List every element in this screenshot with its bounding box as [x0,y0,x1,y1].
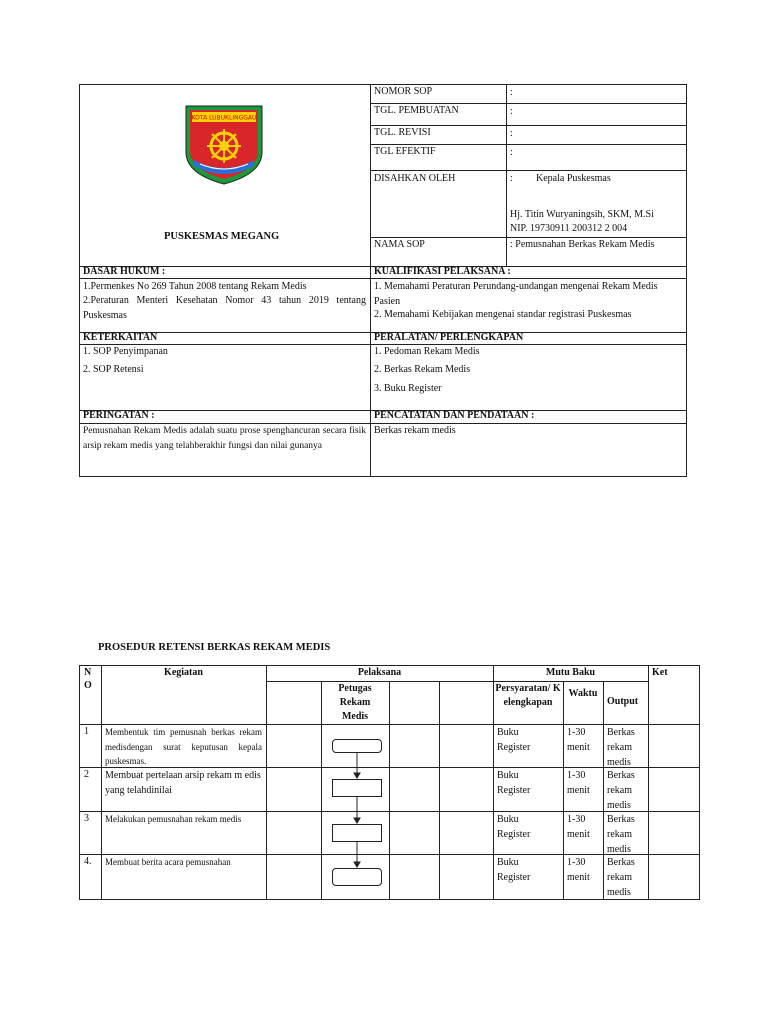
label-tgl-pembuatan: TGL. PEMBUATAN [374,105,459,116]
logo-text: KOTA LUBUKLINGGAU [191,114,257,122]
pencatatan-title: PENCATATAN DAN PENDATAAN : [374,410,535,421]
dasar-hukum-item-1: 1.Permenkes No 269 Tahun 2008 tentang Rekam Medis [83,281,307,292]
row-1-no: 1 [84,726,89,737]
col-header-output: Output [607,696,639,707]
kualifikasi-item-1: 1. Memahami Peraturan Perundang-undangan mengenai Rekam Medis Pasien [374,281,658,307]
value-nomor-sop: : [510,87,513,98]
row-2-kegiatan: Membuat pertelaan arsip rekam m edis yang telahdinilai [105,770,261,796]
label-tgl-efektif: TGL EFEKTIF [374,146,436,157]
keterkaitan-item-1: 1. SOP Penyimpanan [83,346,168,357]
keterkaitan-item-2: 2. SOP Retensi [83,364,144,375]
kualifikasi-title: KUALIFIKASI PELAKSANA : [374,266,511,277]
value-tgl-pembuatan: : [510,106,513,117]
row-3-no: 3 [84,813,89,824]
label-tgl-revisi: TGL. REVISI [374,127,431,138]
peralatan-title: PERALATAN/ PERLENGKAPAN [374,332,524,343]
col-header-petugas: Petugas Rekam Medis [338,683,372,722]
row-3-output: Berkas rekam medis [607,814,635,855]
value-tgl-efektif: : [510,147,513,158]
row-4-output: Berkas rekam medis [607,857,635,898]
procedure-title: PROSEDUR RETENSI BERKAS REKAM MEDIS [98,642,331,653]
keterkaitan-title: KETERKAITAN [83,332,158,343]
row-2-output: Berkas rekam medis [607,770,635,811]
row-4-kegiatan: Membuat berita acara pemusnahan [105,857,231,867]
org-name: PUSKESMAS MEGANG [164,231,280,242]
value-tgl-revisi: : [510,128,513,139]
row-1-output: Berkas rekam medis [607,727,635,768]
col-header-persyaratan: Persyaratan/ Kelengkapan [495,683,561,708]
label-disahkan-oleh: DISAHKAN OLEH [374,173,456,184]
label-nama-sop: NAMA SOP [374,239,425,250]
approver-name: Hj. Titin Wuryaningsih, SKM, M.Si [510,209,654,220]
row-3-persyaratan: Buku Register [497,814,531,840]
value-nama-sop: : Pemusnahan Berkas Rekam Medis [510,239,655,250]
col-header-kegiatan: Kegiatan [164,667,203,678]
peringatan-title: PERINGATAN : [83,410,155,421]
peralatan-item-1: 1. Pedoman Rekam Medis [374,346,480,357]
col-header-mutu-baku: Mutu Baku [545,667,596,678]
value-disahkan-oleh: : [510,173,513,184]
peringatan-text: Pemusnahan Rekam Medis adalah suatu prose spenghancuran secara fisik arsip rekam medis yang telahberakhir fungsi dan nilai gunanya [83,426,366,451]
col-header-waktu: Waktu [568,688,598,699]
dasar-hukum-item-2: 2.Peraturan Menteri Kesehatan Nomor 43 tahun 2019 tentang Puskesmas [83,295,366,321]
label-nomor-sop: NOMOR SOP [374,86,433,97]
col-header-ket: Ket [652,667,668,678]
row-1-kegiatan: Membentuk tim pemusnah berkas rekam medisdengan surat keputusan kepala puskesmas. [105,727,262,766]
approver-title: Kepala Puskesmas [536,173,611,184]
peralatan-item-3: 3. Buku Register [374,383,442,394]
row-2-waktu: 1-30 menit [567,770,590,796]
row-4-persyaratan: Buku Register [497,857,531,883]
row-4-waktu: 1-30 menit [567,857,590,883]
dasar-hukum-title: DASAR HUKUM : [83,266,166,277]
row-1-persyaratan: Buku Register [497,727,531,753]
row-2-no: 2 [84,769,89,780]
pencatatan-text: Berkas rekam medis [374,425,456,436]
col-header-pelaksana: Pelaksana [357,667,402,678]
row-3-waktu: 1-30 menit [567,814,590,840]
row-4-no: 4. [84,856,92,867]
peralatan-item-2: 2. Berkas Rekam Medis [374,364,471,375]
col-header-no: N O [84,667,92,691]
row-3-kegiatan: Melakukan pemusnahan rekam medis [105,814,242,824]
row-1-waktu: 1-30 menit [567,727,590,753]
kualifikasi-item-2: 2. Memahami Kebijakan mengenai standar registrasi Puskesmas [374,309,632,320]
row-2-persyaratan: Buku Register [497,770,531,796]
approver-nip: NIP. 19730911 200312 2 004 [510,223,628,234]
